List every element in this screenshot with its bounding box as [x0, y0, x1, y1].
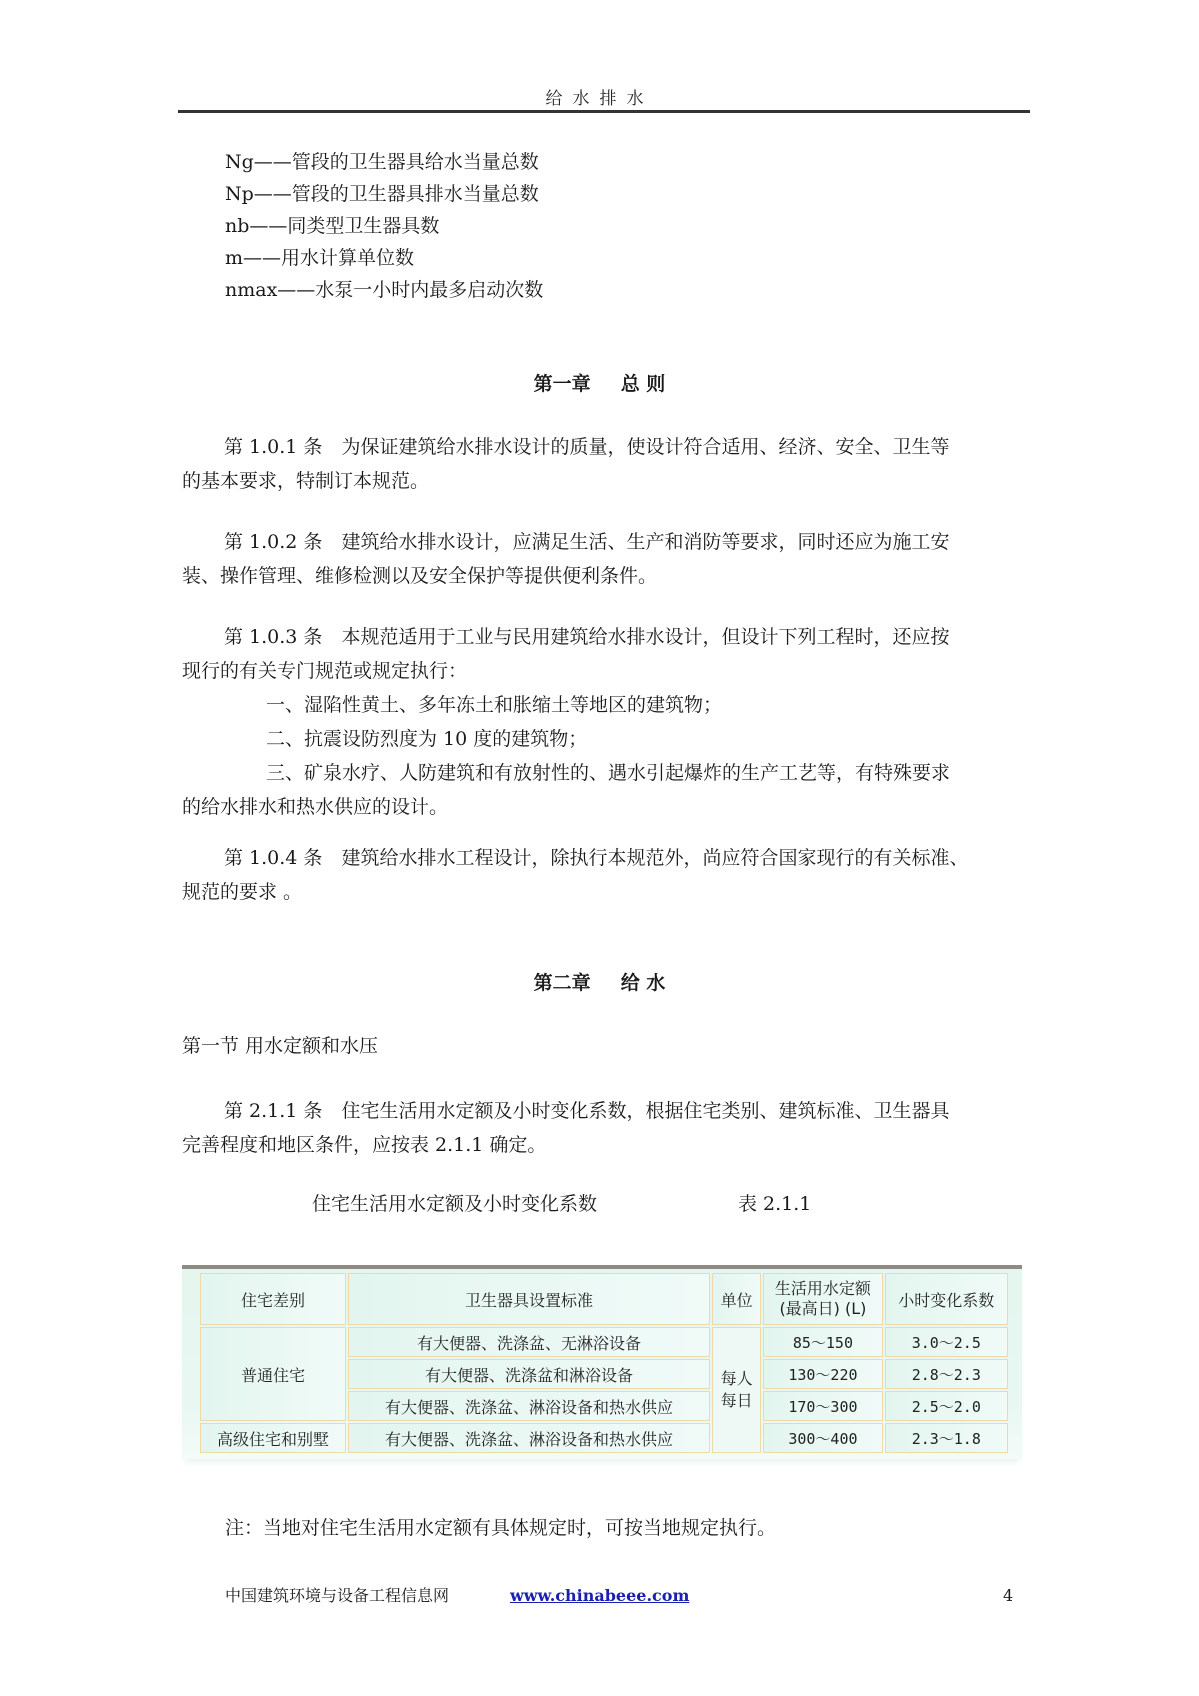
table-row — [200, 1423, 1008, 1453]
definition-text: 用水计算单位数 — [281, 247, 415, 269]
chapter-1-heading — [0, 372, 1199, 396]
table-note: 注：当地对住宅生活用水定额有具体规定时，可按当地规定执行。 — [225, 1517, 777, 1539]
standard-cell: 有大便器、洗涤盆、淋浴设备和热水供应 — [348, 1391, 710, 1421]
running-header: 给水排水 — [545, 89, 654, 109]
article-text: 住宅生活用水定额及小时变化系数，根据住宅类别、建筑标准、卫生器具 — [341, 1100, 950, 1122]
quota-cell: 85～150 — [763, 1327, 882, 1357]
footer-site-name: 中国建筑环境与设备工程信息网 — [225, 1586, 450, 1605]
symbol: nmax — [225, 279, 278, 301]
symbol: Np — [225, 183, 254, 205]
coefficient-cell: 2.8～2.3 — [885, 1359, 1008, 1389]
chapter-title: 总 则 — [620, 373, 666, 395]
footer-website-link[interactable]: www.chinabeee.com — [510, 1586, 690, 1605]
table-header-row — [200, 1273, 1008, 1325]
column-header-category: 住宅差别 — [200, 1273, 346, 1325]
header-rule — [178, 110, 1030, 113]
dash: —— — [253, 151, 292, 173]
unit-line: 每人 — [720, 1369, 753, 1388]
quota-cell: 130～220 — [763, 1359, 882, 1389]
table-caption: 住宅生活用水定额及小时变化系数 — [312, 1193, 598, 1215]
list-item: 二、抗震设防烈度为 10 度的建筑物； — [266, 728, 588, 750]
column-header-coefficient: 小时变化系数 — [885, 1273, 1008, 1325]
definition-text: 同类型卫生器具数 — [287, 215, 440, 237]
table-row — [200, 1327, 1008, 1357]
definition-text: 管段的卫生器具排水当量总数 — [291, 183, 539, 205]
article-1-0-3 — [182, 620, 1030, 824]
article-1-0-4 — [182, 841, 1030, 909]
definition-np — [225, 182, 539, 206]
chapter-2-heading — [0, 971, 1199, 995]
unit-line: 每日 — [720, 1391, 753, 1410]
quota-cell: 300～400 — [763, 1423, 882, 1453]
definition-nb — [225, 214, 439, 238]
chapter-title: 给 水 — [620, 972, 666, 994]
article-label: 第 1.0.3 条 — [224, 626, 323, 648]
symbol: Ng — [225, 151, 254, 173]
article-text: 建筑给水排水设计，应满足生活、生产和消防等要求，同时还应为施工安 — [341, 531, 950, 553]
article-1-0-1 — [182, 430, 1030, 498]
definition-m — [225, 246, 414, 270]
section-heading: 第一节 用水定额和水压 — [182, 1035, 379, 1057]
standard-cell: 有大便器、洗涤盆、淋浴设备和热水供应 — [348, 1423, 710, 1453]
definition-text: 管段的卫生器具给水当量总数 — [291, 151, 539, 173]
symbol: m — [225, 247, 244, 269]
standard-cell: 有大便器、洗涤盆、无淋浴设备 — [348, 1327, 710, 1357]
article-text: 装、操作管理、维修检测以及安全保护等提供便利条件。 — [182, 565, 658, 587]
definition-text: 水泵一小时内最多启动次数 — [315, 279, 544, 301]
unit-cell — [712, 1327, 761, 1453]
page-number: 4 — [1003, 1586, 1014, 1605]
column-header-unit: 单位 — [712, 1273, 761, 1325]
header-line: 生活用水定额 — [774, 1279, 871, 1298]
column-header-standard: 卫生器具设置标准 — [348, 1273, 710, 1325]
article-2-1-1 — [182, 1094, 1030, 1162]
article-text: 建筑给水排水工程设计，除执行本规范外，尚应符合国家现行的有关标准、 — [341, 847, 969, 869]
article-text: 本规范适用于工业与民用建筑给水排水设计，但设计下列工程时，还应按 — [341, 626, 950, 648]
definition-ng — [225, 150, 539, 174]
column-header-quota — [763, 1273, 882, 1325]
article-text: 现行的有关专门规范或规定执行： — [182, 660, 468, 682]
quota-cell: 170～300 — [763, 1391, 882, 1421]
water-quota-table — [182, 1265, 1022, 1459]
list-item: 一、湿陷性黄土、多年冻土和胀缩土等地区的建筑物； — [266, 694, 723, 716]
standard-cell: 有大便器、洗涤盆和淋浴设备 — [348, 1359, 710, 1389]
article-label: 第 1.0.4 条 — [224, 847, 323, 869]
symbol: nb — [225, 215, 250, 237]
article-label: 第 1.0.2 条 — [224, 531, 323, 553]
article-text: 完善程度和地区条件，应按表 2.1.1 确定。 — [182, 1134, 547, 1156]
dash: —— — [277, 279, 316, 301]
article-text: 的基本要求，特制订本规范。 — [182, 470, 430, 492]
table-number: 表 2.1.1 — [738, 1193, 812, 1215]
category-cell: 普通住宅 — [200, 1327, 346, 1421]
category-cell: 高级住宅和别墅 — [200, 1423, 346, 1453]
list-item: 三、矿泉水疗、人防建筑和有放射性的、遇水引起爆炸的生产工艺等，有特殊要求 — [266, 762, 951, 784]
coefficient-cell: 3.0～2.5 — [885, 1327, 1008, 1357]
definition-nmax — [225, 278, 543, 302]
dash: —— — [243, 247, 282, 269]
article-text: 为保证建筑给水排水设计的质量，使设计符合适用、经济、安全、卫生等 — [341, 436, 950, 458]
dash: —— — [253, 183, 292, 205]
article-label: 第 1.0.1 条 — [224, 436, 323, 458]
chapter-number: 第二章 — [533, 972, 591, 994]
dash: —— — [249, 215, 288, 237]
coefficient-cell: 2.3～1.8 — [885, 1423, 1008, 1453]
header-line: (最高日) (L) — [779, 1299, 867, 1318]
chapter-number: 第一章 — [533, 373, 591, 395]
article-text: 规范的要求 。 — [182, 881, 303, 903]
list-item-continuation: 的给水排水和热水供应的设计。 — [182, 796, 449, 818]
article-1-0-2 — [182, 525, 1030, 593]
coefficient-cell: 2.5～2.0 — [885, 1391, 1008, 1421]
article-label: 第 2.1.1 条 — [224, 1100, 323, 1122]
